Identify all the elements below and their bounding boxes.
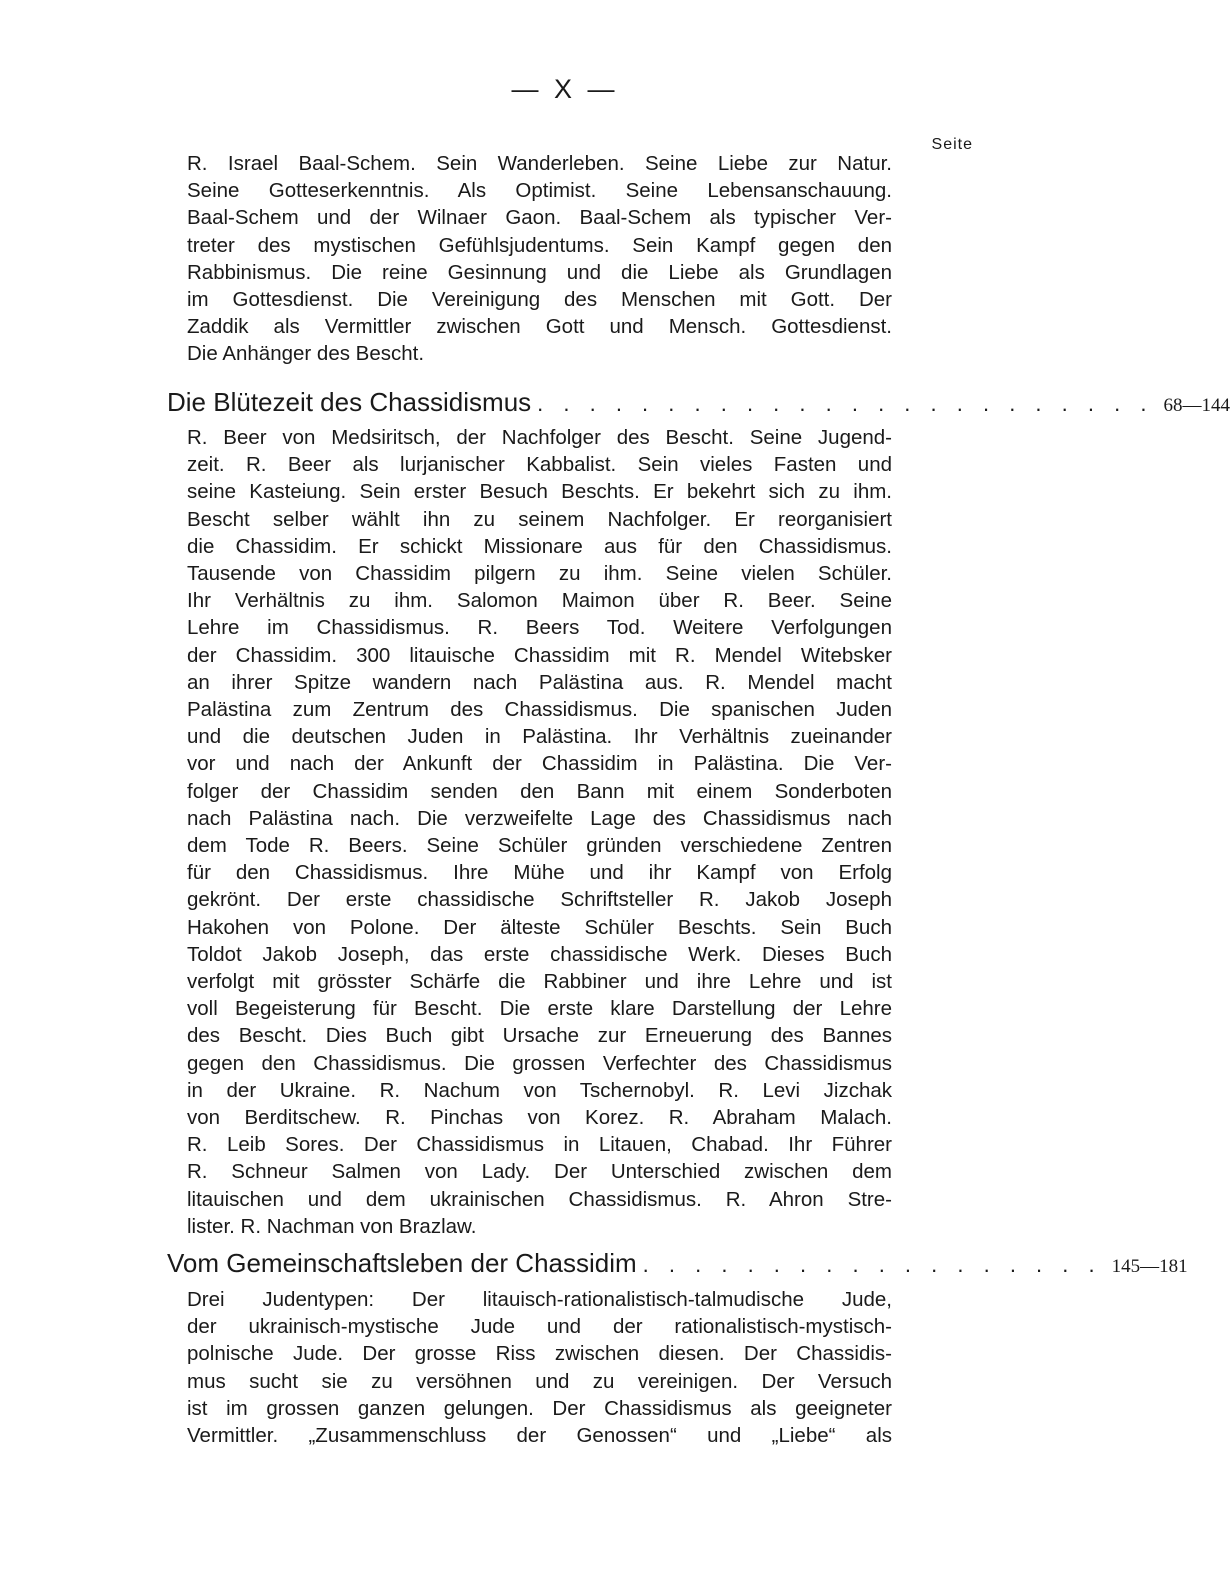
text-line: zeit. R. Beer als lurjanischer Kabbalist. Sein vieles Fasten und — [187, 453, 892, 477]
section-paragraph — [187, 1286, 892, 1449]
text-line: für den Chassidismus. Ihre Mühe und ihr Kampf von Erfolg — [187, 861, 892, 885]
text-line: lister. R. Nachman von Brazlaw. — [187, 1214, 477, 1238]
section-heading — [167, 1246, 1188, 1284]
text-line: R. Israel Baal-Schem. Sein Wanderleben. Seine Liebe zur Natur. — [187, 152, 892, 175]
text-line: Bescht selber wählt ihn zu seinem Nachfolger. Er reorganisiert — [187, 507, 892, 531]
text-line: die Chassidim. Er schickt Missionare aus für den Chassidismus. — [187, 534, 892, 558]
text-line: Drei Judentypen: Der litauisch-rationalistisch-talmudische Jude, — [187, 1288, 892, 1311]
text-line: Toldot Jakob Joseph, das erste chassidische Werk. Dieses Buch — [187, 942, 892, 966]
section-pages: 145—181 — [1111, 1256, 1188, 1277]
section-paragraph — [187, 424, 892, 1240]
text-line: verfolgt mit grösster Schärfe die Rabbiner und ihre Lehre und ist — [187, 970, 892, 994]
text-line: und die deutschen Juden in Palästina. Ihr Verhältnis zueinander — [187, 725, 892, 749]
column-label-seite: Seite — [931, 136, 973, 153]
text-line: nach Palästina nach. Die verzweifelte Lage des Chassidismus nach — [187, 806, 892, 830]
page-number: — X — — [511, 74, 619, 104]
section-title: Die Blütezeit des Chassidismus — [167, 387, 532, 417]
text-line: Zaddik als Vermittler zwischen Gott und Mensch. Gottesdienst. — [187, 315, 892, 339]
text-line: von Berditschew. R. Pinchas von Korez. R. Abraham Malach. — [187, 1106, 892, 1130]
text-line: in der Ukraine. R. Nachum von Tschernobyl. R. Levi Jizchak — [187, 1078, 892, 1102]
text-line: vor und nach der Ankunft der Chassidim in Palästina. Die Ver- — [187, 752, 892, 776]
text-line: R. Leib Sores. Der Chassidismus in Litauen, Chabad. Ihr Führer — [187, 1133, 892, 1157]
text-line: R. Schneur Salmen von Lady. Der Unterschied zwischen dem — [187, 1160, 892, 1184]
text-line: litauischen und dem ukrainischen Chassidismus. R. Ahron Stre- — [187, 1187, 892, 1211]
text-line: voll Begeisterung für Bescht. Die erste klare Darstellung der Lehre — [187, 997, 892, 1021]
text-line: gegen den Chassidismus. Die grossen Verfechter des Chassidismus — [187, 1051, 892, 1075]
text-line: seine Kasteiung. Sein erster Besuch Beschts. Er bekehrt sich zu ihm. — [187, 480, 892, 504]
text-line: Die Anhänger des Bescht. — [187, 342, 425, 366]
section-heading — [167, 385, 1230, 423]
text-line: ist im grossen ganzen gelungen. Der Chassidismus als geeigneter — [187, 1396, 892, 1420]
text-line: treter des mystischen Gefühlsjudentums. Sein Kampf gegen den — [187, 233, 892, 257]
text-line: an ihrer Spitze wandern nach Palästina aus. R. Mendel macht — [187, 670, 892, 694]
intro-paragraph — [187, 150, 892, 368]
text-line: mus sucht sie zu versöhnen und zu vereinigen. Der Versuch — [187, 1369, 892, 1393]
text-line: Ihr Verhältnis zu ihm. Salomon Maimon über R. Beer. Seine — [187, 589, 892, 613]
text-line: Palästina zum Zentrum des Chassidismus. Die spanischen Juden — [187, 698, 892, 722]
text-line: R. Beer von Medsiritsch, der Nachfolger des Bescht. Seine Jugend- — [187, 426, 892, 449]
text-line: Lehre im Chassidismus. R. Beers Tod. Weitere Verfolgungen — [187, 616, 892, 640]
text-line: dem Tode R. Beers. Seine Schüler gründen verschiedene Zentren — [187, 834, 892, 858]
text-line: im Gottesdienst. Die Vereinigung des Menschen mit Gott. Der — [187, 288, 892, 312]
text-line: Tausende von Chassidim pilgern zu ihm. Seine vielen Schüler. — [187, 562, 892, 586]
text-line: des Bescht. Dies Buch gibt Ursache zur Erneuerung des Bannes — [187, 1024, 892, 1048]
text-line: der ukrainisch-mystische Jude und der rationalistisch-mystisch- — [187, 1315, 892, 1339]
text-line: der Chassidim. 300 litauische Chassidim mit R. Mendel Witebsker — [187, 643, 892, 667]
leader-dots: . . . . . . . . . . . . . . . . . . . . . . . . — [537, 391, 1154, 416]
section-title: Vom Gemeinschaftsleben der Chassidim — [167, 1248, 637, 1278]
section-pages: 68—144 — [1163, 395, 1230, 416]
text-line: Rabbinismus. Die reine Gesinnung und die Liebe als Grundlagen — [187, 260, 892, 284]
text-line: gekrönt. Der erste chassidische Schriftsteller R. Jakob Joseph — [187, 888, 892, 912]
text-line: Vermittler. „Zusammenschluss der Genossen“ und „Liebe“ als — [187, 1424, 892, 1448]
text-line: folger der Chassidim senden den Bann mit einem Sonderboten — [187, 779, 892, 803]
text-line: Baal-Schem und der Wilnaer Gaon. Baal-Schem als typischer Ver- — [187, 206, 892, 230]
text-line: Hakohen von Polone. Der älteste Schüler Beschts. Sein Buch — [187, 915, 892, 939]
text-line: Seine Gotteserkenntnis. Als Optimist. Seine Lebensanschauung. — [187, 179, 892, 203]
text-line: polnische Jude. Der grosse Riss zwischen diesen. Der Chassidis- — [187, 1342, 892, 1366]
leader-dots: . . . . . . . . . . . . . . . . . . — [642, 1252, 1102, 1277]
